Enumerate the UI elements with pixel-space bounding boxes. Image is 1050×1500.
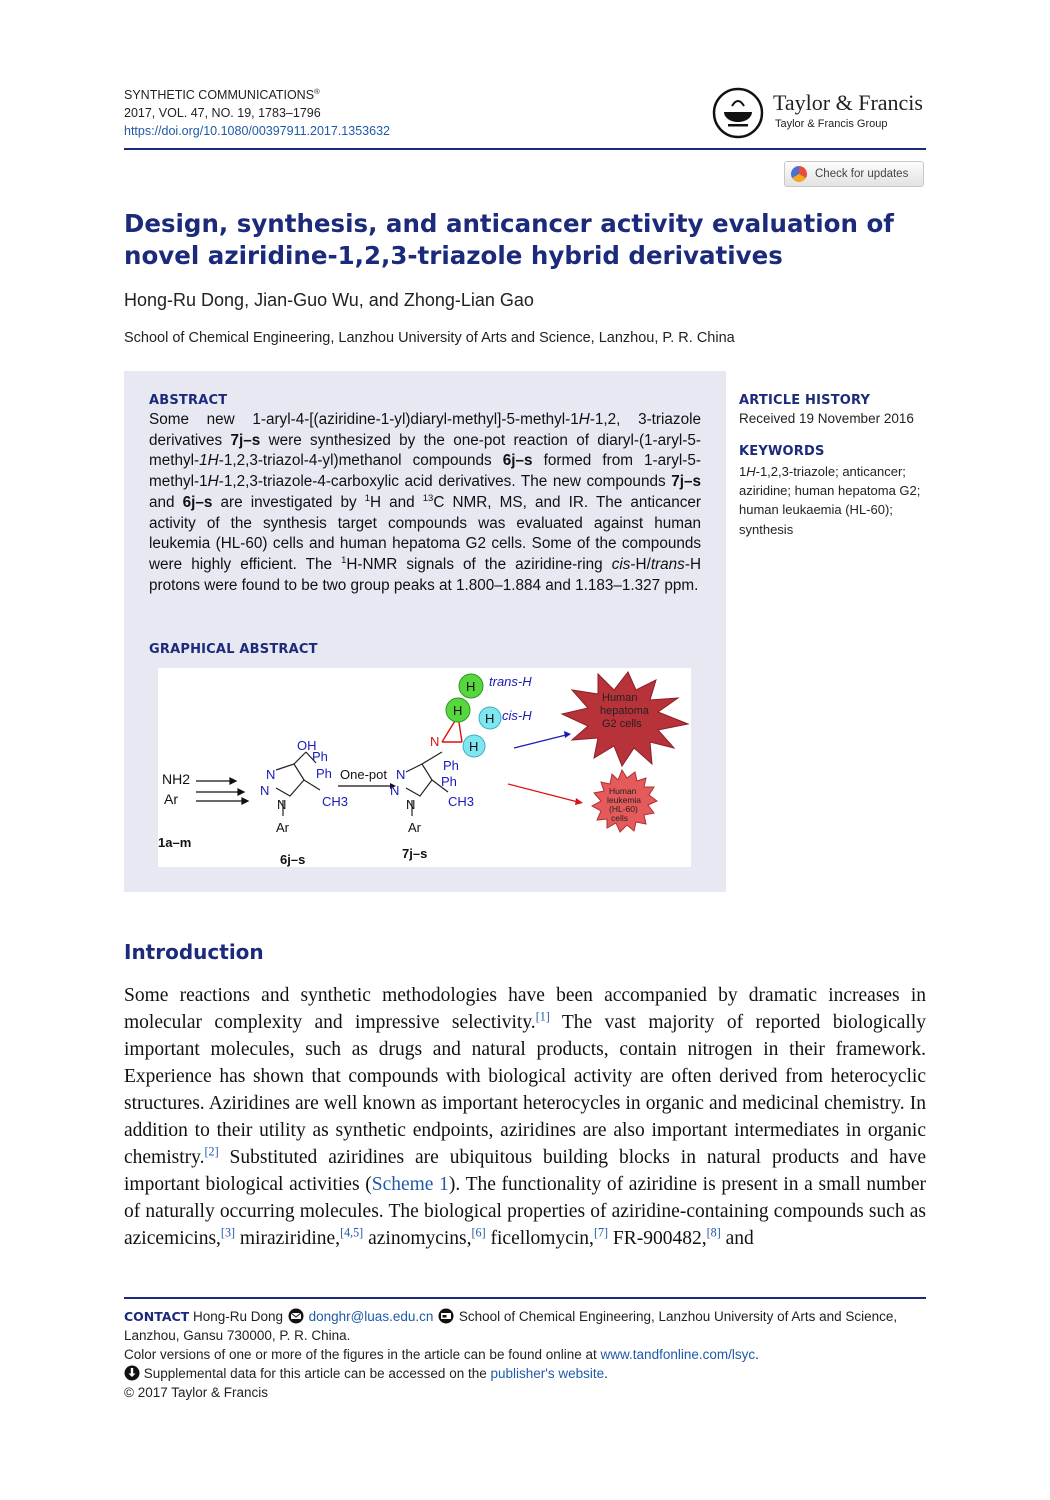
ch3-label-1: CH3: [322, 794, 349, 809]
ar-label-3: Ar: [408, 820, 421, 835]
trans-h-label: trans-H: [489, 674, 532, 689]
journal-name: SYNTHETIC COMMUNICATIONS: [124, 88, 315, 102]
aziridine-n-label: N: [430, 734, 440, 749]
n-label-6: N: [406, 797, 416, 812]
email-icon: [287, 1308, 305, 1324]
abstract-heading: ABSTRACT: [149, 393, 228, 408]
compound-label-6: 6j–s: [280, 852, 306, 867]
n-label-4: N: [396, 767, 406, 782]
ar-label-1: Ar: [164, 791, 178, 807]
journal-volume: 2017, VOL. 47, NO. 19, 1783–1796: [124, 106, 321, 120]
footer-divider: [124, 1297, 926, 1299]
contact-name: Hong-Ru Dong: [192, 1309, 284, 1324]
cis-h-label: cis-H: [502, 708, 532, 723]
copyright: © 2017 Taylor & Francis: [124, 1385, 269, 1400]
keywords-heading: KEYWORDS: [739, 444, 825, 459]
graphical-abstract-heading: GRAPHICAL ABSTRACT: [149, 642, 318, 657]
abstract-text: Some new 1-aryl-4-[(aziridine-1-yl)diaryl-methyl]-5-methyl-1H-1,2, 3-triazole derivatives 7j–s were synthesized by the one-pot reaction of diaryl-(1-aryl-5-methyl-1H-1,2,3-triazol-4-yl)methanol compounds 6j–s formed from 1-aryl-5-methyl-1H-1,2,3-triazole-4-carboxylic acid derivatives. The new compounds 7j–s and 6j–s are investigated by $^1$H and $^{13}$C NMR, MS, and IR. The anticancer activity of the synthesis target compounds was evaluated against human leukemia (HL-60) cells and human hepatoma G2 cells. Some of the compounds were highly efficient. The $^1$H-NMR signals of the aziridine-ring cis-H/trans-H protons were found to be two group peaks at 1.800–1.884 and 1.183–1.327 ppm.: [149, 411, 701, 594]
ch3-label-2: CH3: [448, 794, 475, 809]
n-label-3: N: [277, 797, 287, 812]
supplemental-note: Supplemental data for this article can be accessed on the: [143, 1366, 487, 1381]
h-label-2: H: [453, 703, 463, 718]
ref-link[interactable]: [3]: [220, 1225, 236, 1240]
affiliation: School of Chemical Engineering, Lanzhou University of Arts and Science, Lanzhou, P. R. China: [124, 330, 735, 346]
supplemental-icon: [124, 1365, 140, 1381]
crossmark-icon: [791, 166, 807, 182]
color-note: Color versions of one or more of the figures in the article can be found online at: [124, 1347, 597, 1362]
check-for-updates-button[interactable]: [784, 161, 924, 187]
ar-label-2: Ar: [276, 820, 289, 835]
doi-link[interactable]: https://doi.org/10.1080/00397911.2017.1353632: [124, 124, 390, 138]
header-divider: [124, 148, 926, 150]
leukemia-label: Human leukemia (HL-60) cells: [607, 786, 642, 823]
ref-link[interactable]: [4,5]: [340, 1225, 364, 1240]
n-label-2: N: [260, 783, 270, 798]
ph-label-1: Ph: [312, 749, 328, 764]
article-history-heading: ARTICLE HISTORY: [739, 393, 871, 408]
graphical-abstract-figure: [158, 668, 691, 867]
h-label-3: H: [485, 711, 495, 726]
nh2-label: NH2: [162, 771, 191, 787]
footer-notes: CONTACT Hong-Ru Dong donghr@luas.edu.cn School of Chemical Engineering, Lanzhou University of Arts and Science, Lanzhou, Gansu 730000, P. R. China. Color versions of one or more of the figures in the article can be found online at www.tandfonline.com/lsyc. Supplemental data for this article can be accessed on the publisher's website. © 2017 Taylor & Francis: [124, 1307, 926, 1402]
registered-mark: ®: [314, 86, 320, 96]
ph-label-3: Ph: [443, 758, 459, 773]
n-label-5: N: [390, 783, 400, 798]
journal-info: [124, 86, 390, 140]
h-label-4: H: [469, 739, 479, 754]
contact-label: CONTACT: [124, 1309, 190, 1324]
introduction-text: Some reactions and synthetic methodologies have been accompanied by dramatic increases in molecular complexity and impressive selectivity.[1] The vast majority of reported biologically important molecules, such as drugs and natural products, contain nitrogen in their framework. Experience has shown that compounds with biological activity are often derived from heterocyclic structures. Aziridines are well known as important heterocycles in organic and medicinal chemistry. In addition to their utility as synthetic endpoints, aziridines are also important intermediates in organic chemistry.[2] Substituted aziridines are ubiquitous building blocks in natural products and have important biological activities (Scheme 1). The functionality of aziridine is present in a small number of naturally occurring molecules. The biological properties of aziridine-containing compounds such as azicemicins,[3] miraziridine,[4,5] azinomycins,[6] ficellomycin,[7] FR-900482,[8] and: [124, 985, 926, 1249]
scheme-link[interactable]: Scheme 1: [371, 1174, 449, 1195]
ref-link[interactable]: [7]: [593, 1225, 609, 1240]
received-date: Received 19 November 2016: [739, 411, 914, 426]
introduction-heading: Introduction: [124, 940, 264, 964]
oh-label: OH: [297, 738, 317, 753]
contact-address: School of Chemical Engineering, Lanzhou University of Arts and Science, Lanzhou, Gansu 730000, P. R. China.: [124, 1309, 898, 1343]
keywords-list: 1H-1,2,3-triazole; anticancer; aziridine; human hepatoma G2; human leukaemia (HL-60); synthesis: [739, 464, 921, 537]
hepatoma-label: Human hepatoma G2 cells: [600, 692, 649, 730]
check-for-updates-label: Check for updates: [815, 168, 909, 180]
h-label-1: H: [466, 679, 476, 694]
address-icon: [437, 1308, 455, 1324]
compound-label-7: 7j–s: [402, 846, 428, 861]
ph-label-4: Ph: [441, 774, 457, 789]
author-list: Hong-Ru Dong, Jian-Guo Wu, and Zhong-Lian Gao: [124, 290, 534, 310]
publisher-name: Taylor & Francis: [773, 90, 923, 115]
publisher-website-link[interactable]: publisher's website: [490, 1366, 605, 1381]
one-pot-label: One-pot: [340, 767, 387, 782]
ref-link[interactable]: [1]: [535, 1009, 550, 1024]
ph-label-2: Ph: [316, 766, 332, 781]
email-link[interactable]: donghr@luas.edu.cn: [308, 1309, 434, 1324]
compound-label-1: 1a–m: [158, 835, 192, 850]
ref-link[interactable]: [6]: [471, 1225, 486, 1240]
article-title: Design, synthesis, and anticancer activity evaluation of novel aziridine-1,2,3-triazole hybrid derivatives: [124, 209, 894, 270]
journal-website-link[interactable]: www.tandfonline.com/lsyc: [600, 1347, 756, 1362]
publisher-group: Taylor & Francis Group: [775, 118, 888, 130]
n-label-1: N: [266, 767, 276, 782]
ref-link[interactable]: [2]: [204, 1144, 219, 1159]
ref-link[interactable]: [8]: [706, 1225, 721, 1240]
